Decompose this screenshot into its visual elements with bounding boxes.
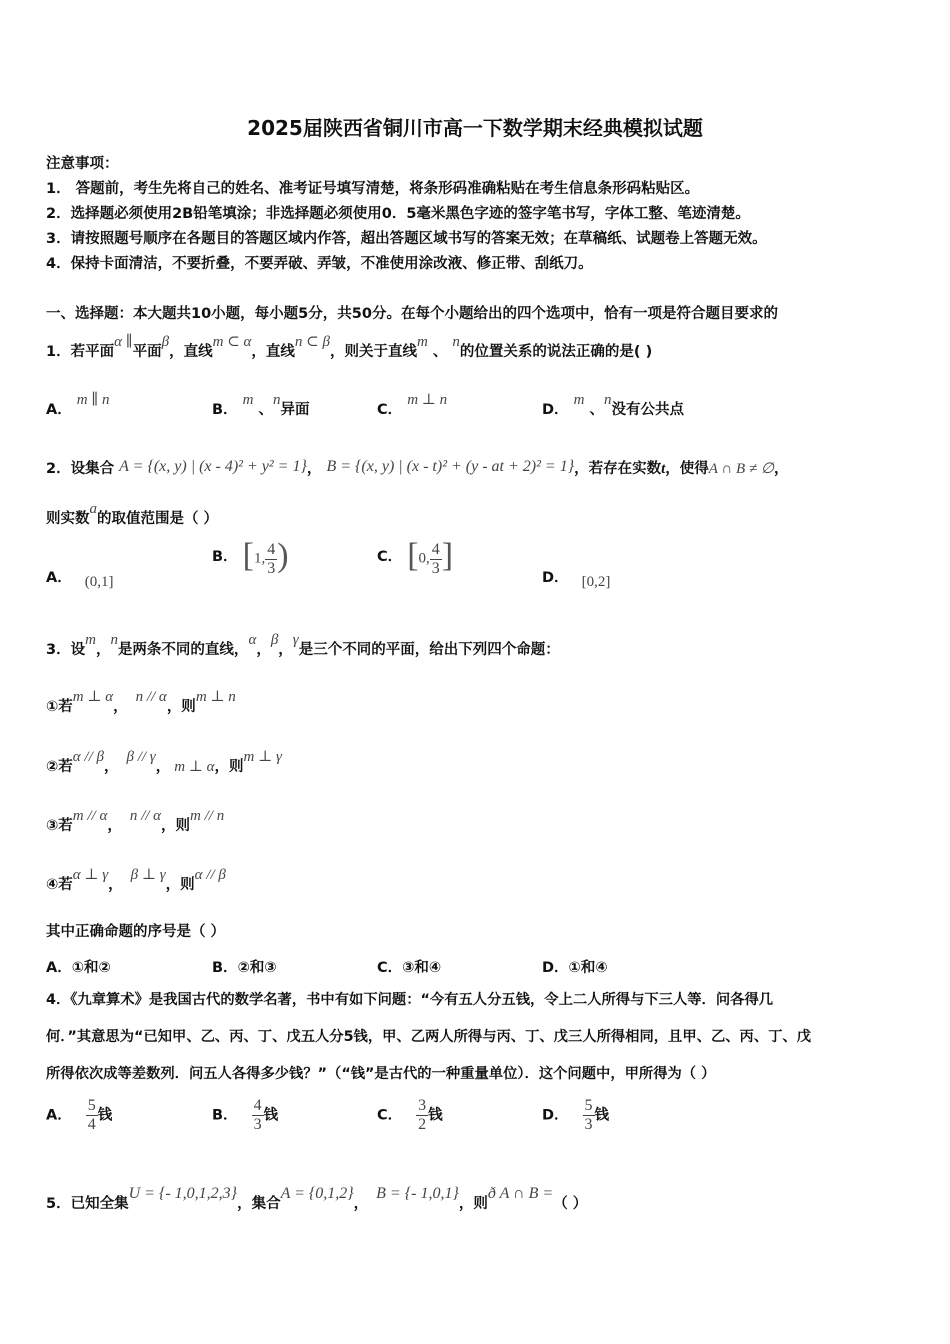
q2-set-b: B = {(x, y) | (x - t)² + (y - at + 2)² = 1} — [326, 458, 575, 475]
option-label: A． — [46, 402, 72, 418]
q1-math-5: m — [416, 334, 428, 350]
q1-math-6: n — [452, 334, 460, 350]
fraction-numerator: 4 — [267, 540, 276, 558]
bracket-open: [ — [242, 537, 254, 574]
q4-option-a[interactable] — [46, 1097, 112, 1134]
section-heading: 一、选择题：本大题共10小题，每小题5分，共50分。在每个小题给出的四个选项中，恰有一项是符合题目要求的 — [46, 306, 778, 322]
fraction-numerator: 3 — [418, 1097, 427, 1114]
option-interval-left: 0, — [418, 550, 430, 567]
prop-cond-c: m ⊥ α — [174, 759, 215, 775]
q5-text-1: 已知全集 — [70, 1196, 129, 1212]
q4-option-b[interactable] — [212, 1097, 278, 1134]
option-unit: 钱 — [97, 1107, 113, 1124]
option-math: m ∥ n — [76, 392, 110, 408]
q3-math-gamma: γ — [292, 632, 299, 648]
q1-math-1: α ∥ — [114, 334, 133, 350]
prop-mark: ③若 — [46, 818, 73, 834]
fraction-numerator: 5 — [87, 1097, 96, 1114]
q5-expression: ð A ∩ B = — [487, 1185, 554, 1202]
option-label: C． — [377, 1107, 403, 1124]
option-label: D． — [542, 960, 569, 976]
prop-mark: ④若 — [46, 877, 73, 893]
option-label: C． — [377, 960, 403, 976]
q1-math-3: m ⊂ α — [212, 334, 252, 350]
fraction-denominator: 3 — [584, 1116, 593, 1133]
option-label: A． — [46, 960, 72, 976]
q3-option-d[interactable] — [542, 956, 608, 977]
option-math-2: n — [273, 392, 281, 408]
q1-math-2: β — [161, 334, 170, 350]
q3-option-c[interactable] — [377, 956, 441, 977]
question-2-line-2 — [46, 501, 219, 528]
option-math: m ⊥ n — [407, 392, 448, 408]
prop-result: m ⊥ γ — [243, 749, 282, 765]
option-interval-left: 1, — [253, 550, 266, 567]
q1-math-4: n ⊂ β — [294, 334, 330, 350]
q1-text-4: ，直线 — [251, 344, 295, 360]
q3-math-n: n — [110, 632, 118, 648]
option-fraction — [583, 1097, 595, 1134]
q2-option-c[interactable] — [377, 537, 454, 578]
q3-proposition-1: ①若m ⊥ α，n // α，则m ⊥ n — [46, 689, 236, 715]
option-label: D． — [542, 402, 569, 418]
question-4-line-3: 所得依次成等差数列．问五人各得多少钱？”（“钱”是古代的一种重量单位）．这个问题中，甲所得为（ ） — [46, 1066, 716, 1082]
fraction-denominator: 3 — [267, 559, 276, 577]
q3-text-1: 设 — [70, 642, 86, 658]
q5-sep: ， — [353, 1196, 369, 1212]
option-sep: 、 — [584, 402, 605, 418]
q2-line2-text-2: 的取值范围是（ ） — [97, 511, 219, 527]
question-4-line-1: 4．《九章算术》是我国古代的数学名著，书中有如下问题：“今有五人分五钱，令上二人所得与下三人等．问各得几 — [46, 992, 774, 1008]
q3-sep-1: ， — [95, 642, 111, 658]
q3-option-a[interactable] — [46, 956, 111, 977]
prop-then: ，则 — [165, 877, 195, 893]
q2-text-2: ， — [306, 461, 322, 477]
q5-number: 5． — [46, 1196, 71, 1212]
prop-cond-b: n // α — [135, 689, 167, 705]
q2-line2-text-1: 则实数 — [46, 511, 90, 527]
option-unit: 钱 — [594, 1107, 610, 1124]
q2-text-3: ，若存在实数 — [574, 461, 662, 477]
q1-option-b[interactable] — [212, 392, 310, 419]
q1-text-3: ，直线 — [169, 344, 213, 360]
q4-option-c[interactable] — [377, 1097, 443, 1134]
q5-text-4: （ ） — [553, 1196, 588, 1212]
q1-option-d[interactable] — [542, 392, 685, 419]
q1-text-1: 若平面 — [70, 344, 115, 360]
q1-text-2: 平面 — [132, 344, 162, 360]
option-math: m — [242, 392, 254, 408]
q3-sep-2: ， — [256, 642, 271, 658]
q3-proposition-2: ②若α // β，β // γ， m ⊥ α，则m ⊥ γ — [46, 749, 282, 775]
q5-set-a: A = {0,1,2} — [280, 1185, 354, 1202]
question-3 — [46, 632, 560, 659]
prop-cond-a: m // α — [72, 808, 108, 824]
option-label: D． — [542, 1107, 569, 1124]
q3-proposition-3: ③若m // α，n // α，则m // n — [46, 808, 225, 834]
fraction-denominator: 2 — [418, 1116, 427, 1133]
prop-result: α // β — [194, 867, 226, 883]
option-text: ①和② — [71, 960, 111, 976]
prop-then: ，则 — [161, 818, 191, 834]
q5-text-3: ，则 — [458, 1196, 488, 1212]
option-text: ③和④ — [402, 960, 442, 976]
option-unit: 钱 — [428, 1107, 443, 1124]
option-label: B． — [212, 960, 238, 976]
prop-cond-b: β ⊥ γ — [130, 867, 166, 883]
q3-text-3: 是三个不同的平面，给出下列四个命题： — [298, 642, 560, 658]
page-title: 2025届陕西省铜川市高一下数学期末经典模拟试题 — [247, 116, 703, 140]
q2-set-a: A = {(x, y) | (x - 4)² + y² = 1} — [119, 458, 307, 475]
bracket-close: ] — [441, 537, 454, 574]
option-math-2: n — [604, 392, 612, 408]
prop-result: m // n — [190, 808, 225, 824]
notice-item-3: 3．请按照题号顺序在各题目的答题区域内作答，超出答题区域书写的答案无效；在草稿纸、试题卷上答题无效。 — [46, 231, 767, 247]
q1-option-a[interactable] — [46, 392, 110, 419]
prop-mark: ①若 — [46, 699, 73, 715]
q3-sep-3: ， — [278, 642, 293, 658]
option-math: (0,1] — [84, 574, 114, 590]
q3-option-b[interactable] — [212, 956, 277, 977]
q4-option-d[interactable] — [542, 1097, 609, 1134]
option-text: ①和④ — [568, 960, 608, 976]
q2-option-d[interactable] — [542, 566, 611, 590]
prop-then: ，则 — [166, 699, 196, 715]
option-label: A． — [46, 570, 72, 586]
q2-var-t: t — [661, 461, 666, 477]
option-unit: 钱 — [263, 1107, 279, 1124]
q2-option-b[interactable] — [212, 537, 289, 578]
option-label: A． — [46, 1107, 72, 1124]
notice-heading: 注意事项： — [46, 156, 119, 172]
option-label: C． — [377, 549, 403, 565]
q3-math-m: m — [85, 632, 96, 648]
option-label: D． — [542, 570, 569, 586]
fraction-numerator: 4 — [253, 1097, 262, 1114]
notice-item-1: 1． 答题前，考生先将自己的姓名、准考证号填写清楚，将条形码准确粘贴在考生信息条形码粘贴区。 — [46, 181, 700, 197]
q3-number: 3． — [46, 642, 71, 658]
option-sep: 、 — [253, 402, 274, 418]
question-4-line-2: 何．”其意思为“已知甲、乙、丙、丁、戊五人分5钱，甲、乙两人所得与丙、丁、戊三人所得相同，且甲、乙、丙、丁、戊 — [46, 1029, 812, 1045]
option-fraction — [252, 1097, 264, 1134]
q2-condition: A ∩ B ≠ ∅ — [708, 461, 774, 477]
fraction-denominator: 3 — [253, 1116, 262, 1133]
prop-cond-a: α ⊥ γ — [72, 867, 109, 883]
q3-proposition-4: ④若α ⊥ γ，β ⊥ γ，则α // β — [46, 867, 226, 893]
q2-text-1: 设集合 — [70, 461, 115, 477]
prop-cond-a: m ⊥ α — [72, 689, 114, 705]
option-label: B． — [212, 549, 238, 565]
prop-then: ，则 — [214, 759, 244, 775]
q3-ask: 其中正确命题的序号是（ ） — [46, 924, 226, 940]
q2-text-4: ，使得 — [665, 461, 709, 477]
prop-mark: ②若 — [46, 759, 73, 775]
q5-universal-set: U = {- 1,0,1,2,3} — [128, 1185, 238, 1202]
q2-text-5: ， — [773, 461, 789, 477]
q1-number: 1． — [46, 344, 71, 360]
q1-text-5: ，则关于直线 — [329, 344, 417, 360]
q2-number: 2． — [46, 461, 71, 477]
q2-option-a[interactable] — [46, 566, 114, 590]
notice-item-2: 2．选择题必须使用2B铅笔填涂；非选择题必须使用0．5毫米黑色字迹的签字笔书写，字体工整、笔迹清楚。 — [46, 206, 750, 222]
option-label: B． — [212, 402, 238, 418]
question-2 — [46, 457, 788, 478]
option-text: 没有公共点 — [611, 402, 685, 418]
fraction-denominator: 3 — [431, 559, 440, 577]
prop-cond-a: α // β — [72, 749, 104, 765]
prop-cond-b: β // γ — [126, 749, 156, 765]
option-fraction — [416, 1097, 428, 1134]
option-text: 异面 — [280, 402, 310, 418]
option-fraction — [265, 541, 277, 578]
q1-text-7: 的位置关系的说法正确的是( ) — [459, 344, 653, 360]
q1-text-6: 、 — [427, 344, 453, 360]
q3-math-beta: β — [270, 632, 279, 648]
option-math: m — [573, 392, 585, 408]
fraction-numerator: 5 — [584, 1097, 593, 1114]
option-label: B． — [212, 1107, 238, 1124]
q5-text-2: ，集合 — [237, 1196, 281, 1212]
q1-option-c[interactable] — [377, 392, 448, 419]
q2-var-a: a — [89, 501, 97, 517]
q5-set-b: B = {- 1,0,1} — [376, 1185, 459, 1202]
fraction-denominator: 4 — [87, 1116, 96, 1133]
fraction-numerator: 4 — [431, 540, 440, 558]
option-fraction — [430, 541, 442, 578]
bracket-open: [ — [407, 537, 419, 574]
option-fraction — [86, 1097, 98, 1134]
option-text: ②和③ — [237, 960, 277, 976]
question-5 — [46, 1185, 588, 1213]
option-math: [0,2] — [581, 574, 611, 590]
question-1 — [46, 334, 653, 361]
prop-cond-b: n // α — [129, 808, 162, 824]
bracket-close: ) — [277, 537, 289, 574]
notice-item-4: 4．保持卡面清洁，不要折叠，不要弄破、弄皱，不准使用涂改液、修正带、刮纸刀。 — [46, 256, 593, 272]
option-label: C． — [377, 402, 403, 418]
q3-math-alpha: α — [248, 632, 257, 648]
q3-text-2: 是两条不同的直线， — [117, 642, 249, 658]
prop-result: m ⊥ n — [195, 689, 236, 705]
